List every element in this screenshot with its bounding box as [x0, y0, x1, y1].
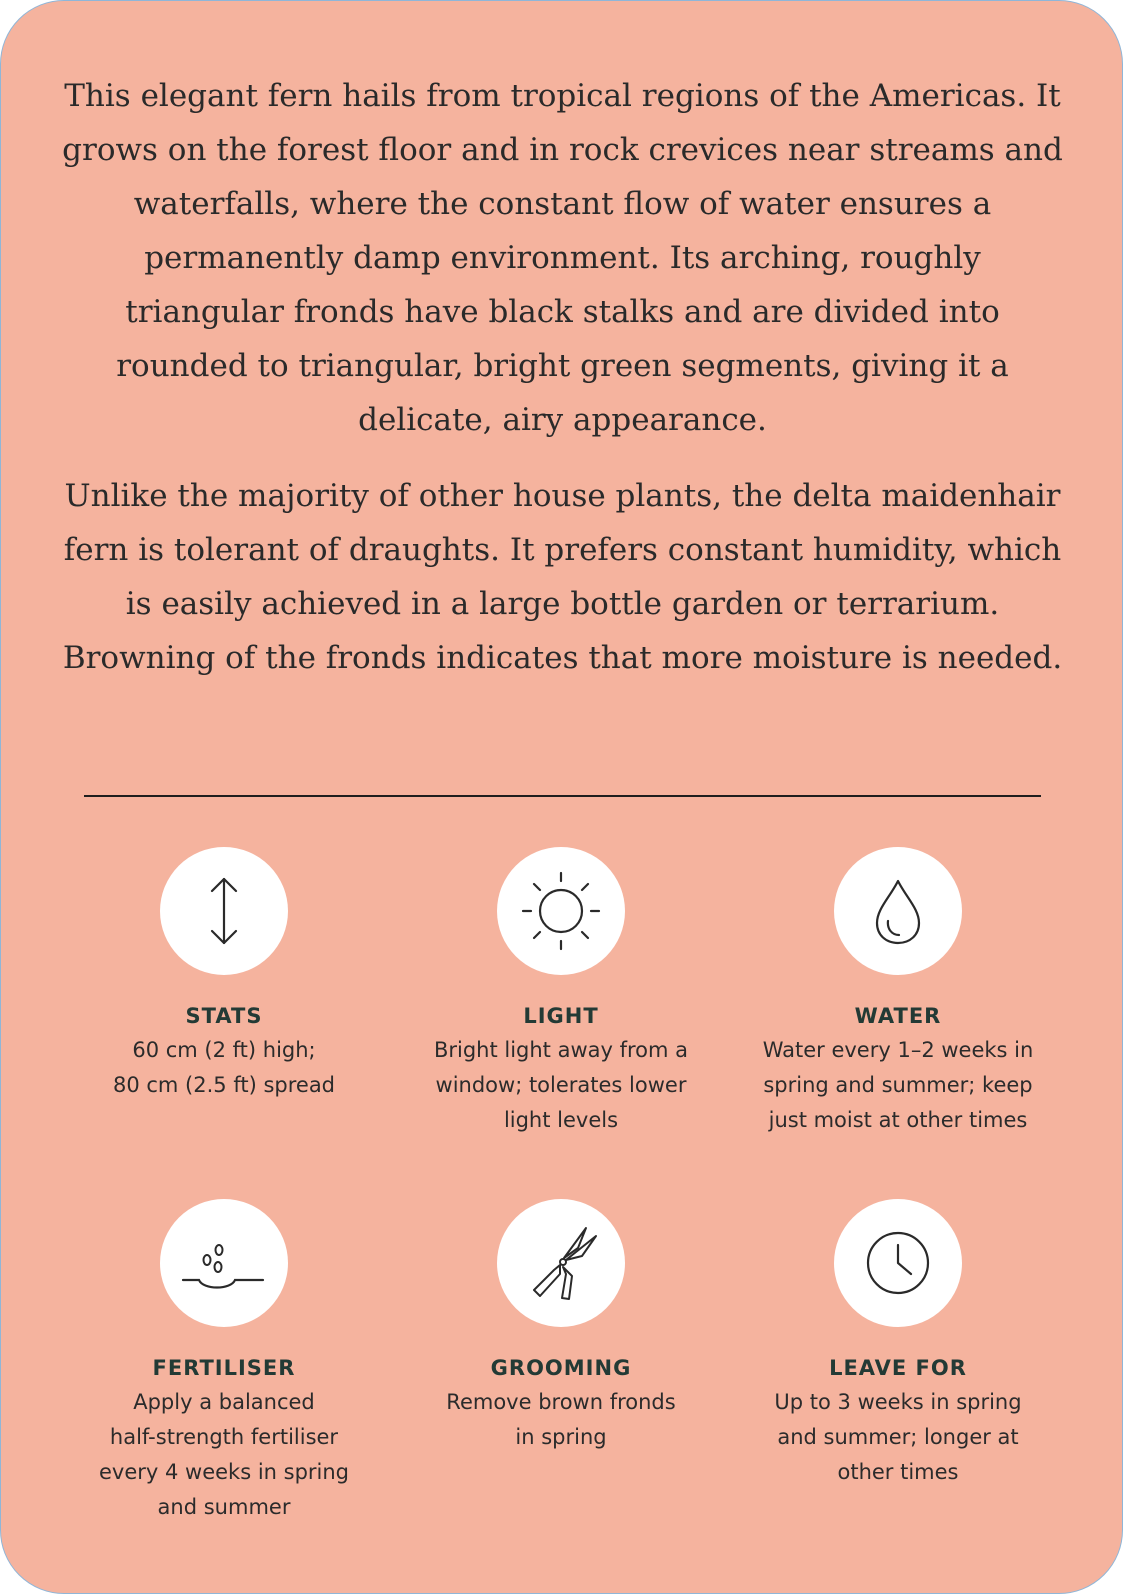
vertical-arrows-icon: [160, 847, 288, 975]
care-title-light: LIGHT: [523, 1004, 599, 1028]
section-divider: [84, 795, 1041, 797]
care-text-stats: 60 cm (2 ft) high; 80 cm (2.5 ft) spread: [112, 1038, 336, 1097]
care-title-leave-for: LEAVE FOR: [829, 1356, 967, 1380]
care-grid: [61, 847, 1064, 1547]
care-item-grooming: [411, 1199, 711, 1455]
seeds-soil-icon: [160, 1199, 288, 1327]
care-text-fertiliser: Apply a balanced half-strength fertiliser every 4 weeks in spring and summer: [98, 1390, 350, 1519]
care-title-stats: STATS: [185, 1004, 263, 1028]
care-item-stats: [74, 847, 374, 1103]
plant-description: [61, 69, 1064, 685]
pruning-shears-icon: [497, 1199, 625, 1327]
water-drop-icon: [834, 847, 962, 975]
description-paragraph-2: Unlike the majority of other house plants, the delta maidenhair fern is tolerant of draughts. It prefers constant humidity, which is easily achieved in a large bottle garden or terrarium. Browning of the fronds indicates that more moisture is needed.: [62, 478, 1063, 676]
description-paragraph-1: This elegant fern hails from tropical regions of the Americas. It grows on the forest floor and in rock crevices near streams and waterfalls, where the constant flow of water ensures a permanently damp environment. Its arching, roughly triangular fronds have black stalks and are divided into rounded to triangular, bright green segments, giving it a delicate, airy appearance.: [62, 78, 1063, 438]
care-item-water: [748, 847, 1048, 1138]
care-text-water: Water every 1–2 weeks in spring and summer; keep just moist at other times: [762, 1038, 1034, 1132]
care-title-fertiliser: FERTILISER: [152, 1356, 296, 1380]
clock-icon: [834, 1199, 962, 1327]
sun-icon: [497, 847, 625, 975]
care-item-fertiliser: [74, 1199, 374, 1525]
care-text-leave-for: Up to 3 weeks in spring and summer; longer at other times: [774, 1390, 1022, 1484]
care-item-light: [411, 847, 711, 1138]
care-title-grooming: GROOMING: [490, 1356, 632, 1380]
care-text-light: Bright light away from a window; tolerates lower light levels: [433, 1038, 689, 1132]
care-item-leave-for: [748, 1199, 1048, 1490]
care-text-grooming: Remove brown fronds in spring: [446, 1390, 676, 1449]
care-title-water: WATER: [854, 1004, 942, 1028]
